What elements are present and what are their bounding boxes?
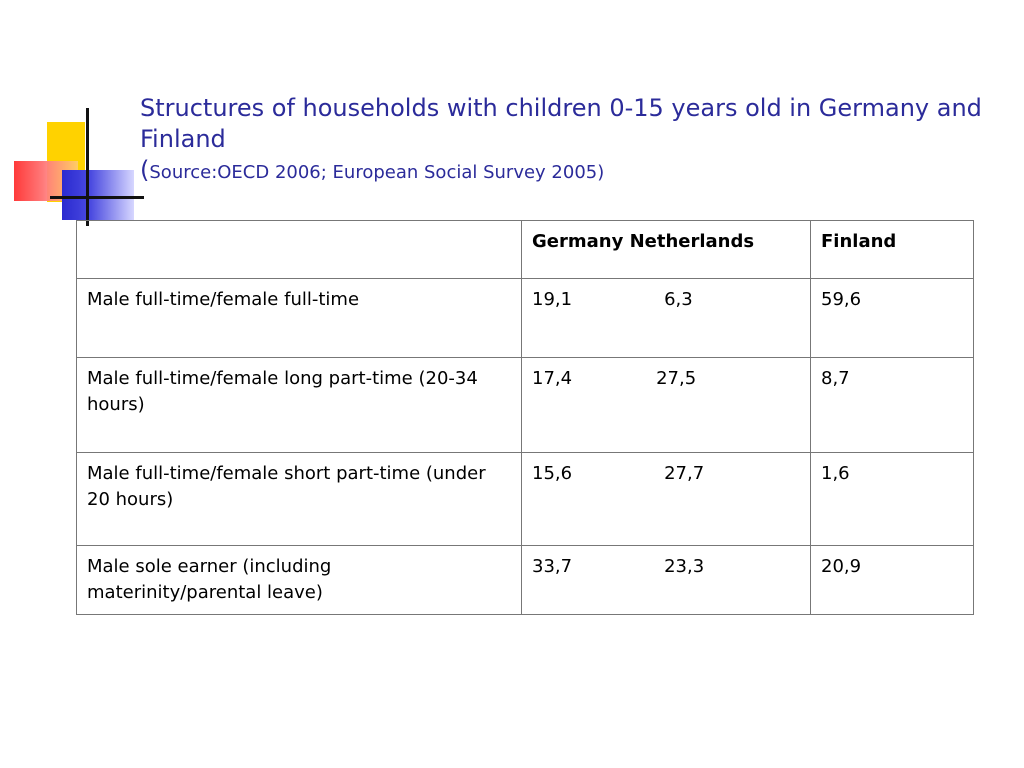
germany-value: 33,7	[532, 556, 573, 577]
netherlands-value: 23,3	[664, 556, 705, 577]
table-row	[77, 546, 974, 615]
data-table-wrapper	[76, 220, 974, 615]
finland-value: 20,9	[811, 546, 974, 615]
finland-value: 59,6	[811, 279, 974, 358]
table-row	[77, 358, 974, 453]
finland-value: 8,7	[811, 358, 974, 453]
household-structure-table	[76, 220, 974, 615]
slide-title	[140, 93, 1000, 188]
row-germany-netherlands-values	[522, 279, 811, 358]
germany-value: 15,6	[532, 463, 573, 484]
slide-logo-decoration	[0, 0, 140, 240]
title-text: Structures of households with children 0-15 years old in Germany and Finland	[140, 94, 982, 153]
row-label: Male full-time/female short part-time (under 20 hours)	[77, 453, 522, 546]
row-germany-netherlands-values	[522, 453, 811, 546]
row-germany-netherlands-values	[522, 358, 811, 453]
row-label: Male full-time/female long part-time (20-34 hours)	[77, 358, 522, 453]
header-germany-netherlands: Germany Netherlands	[522, 221, 811, 279]
finland-value: 1,6	[811, 453, 974, 546]
germany-value: 19,1	[532, 289, 573, 310]
table-row	[77, 279, 974, 358]
row-label: Male sole earner (including materinity/parental leave)	[77, 546, 522, 615]
source-text: Source:OECD 2006; European Social Survey 2005)	[149, 162, 605, 183]
row-label: Male full-time/female full-time	[77, 279, 522, 358]
germany-value: 17,4	[532, 368, 573, 389]
header-finland: Finland	[811, 221, 974, 279]
table-row	[77, 453, 974, 546]
table-header-row	[77, 221, 974, 279]
header-blank-cell	[77, 221, 522, 279]
blue-square	[62, 170, 134, 220]
netherlands-value: 27,7	[664, 463, 705, 484]
netherlands-value: 6,3	[664, 289, 693, 310]
netherlands-value: 27,5	[656, 368, 697, 389]
vertical-line	[86, 108, 89, 226]
horizontal-line	[50, 196, 144, 199]
row-germany-netherlands-values	[522, 546, 811, 615]
source-paren: (	[140, 156, 150, 184]
